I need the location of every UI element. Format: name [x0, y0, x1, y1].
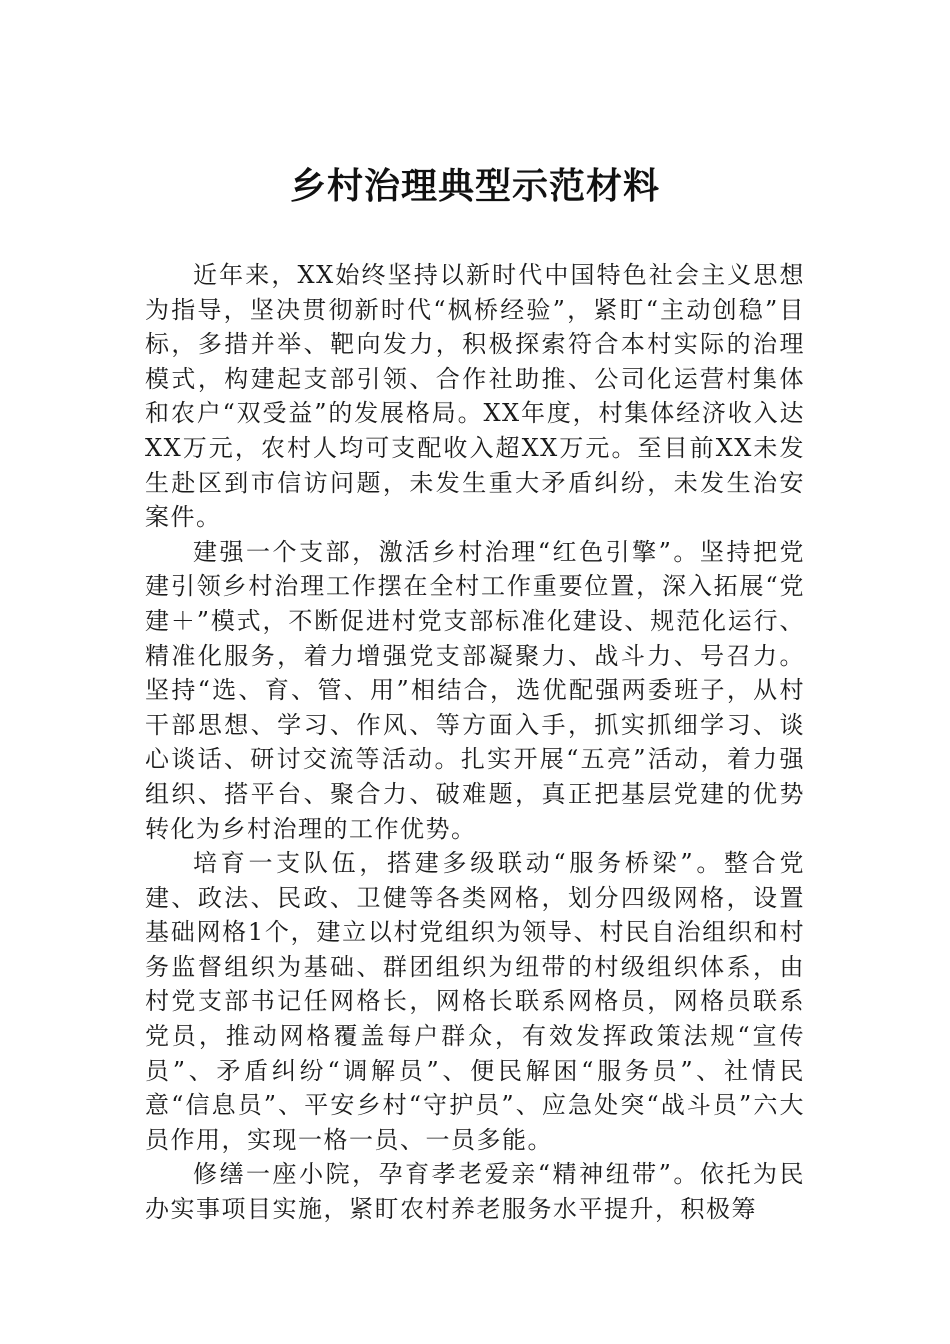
- paragraph-courtyard: 修缮一座小院，孕育孝老爱亲“精神纽带”。依托为民办实事项目实施，紧盯农村养老服务水平提升，积极筹: [145, 1160, 805, 1224]
- document-title: 乡村治理典型示范材料: [289, 165, 660, 207]
- paragraph-party-branch: 建强一个支部，激活乡村治理“红色引擎”。坚持把党建引领乡村治理工作摆在全村工作重要位置，深入拓展“党建＋”模式，不断促进村党支部标准化建设、规范化运行、精准化服务，着力增强党支部凝聚力、战斗力、号召力。坚持“选、育、管、用”相结合，选优配强两委班子，从村干部思想、学习、作风、等方面入手，抓实抓细学习、谈心谈话、研讨交流等活动。扎实开展“五亮”活动，着力强组织、搭平台、聚合力、破难题，真正把基层党建的优势转化为乡村治理的工作优势。: [145, 537, 805, 843]
- paragraph-intro: 近年来，XX始终坚持以新时代中国特色社会主义思想为指导，坚决贯彻新时代“枫桥经验”，紧盯“主动创稳”目标，多措并举、靶向发力，积极探索符合本村实际的治理模式，构建起支部引领、合作社助推、公司化运营村集体和农户“双受益”的发展格局。XX年度，村集体经济收入达XX万元，农村人均可支配收入超XX万元。至目前XX未发生赴区到市信访问题，未发生重大矛盾纠纷，未发生治安案件。: [145, 261, 805, 532]
- document-body: [145, 258, 805, 1227]
- paragraph-grid-team: 培育一支队伍，搭建多级联动“服务桥梁”。整合党建、政法、民政、卫健等各类网格，划分四级网格，设置基础网格1个，建立以村党组织为领导、村民自治组织和村务监督组织为基础、群团组织为纽带的村级组织体系，由村党支部书记任网格长，网格长联系网格员，网格员联系党员，推动网格覆盖每户群众，有效发挥政策法规“宣传员”、矛盾纠纷“调解员”、便民解困“服务员”、社情民意“信息员”、平安乡村“守护员”、应急处突“战斗员”六大员作用，实现一格一员、一员多能。: [145, 849, 805, 1154]
